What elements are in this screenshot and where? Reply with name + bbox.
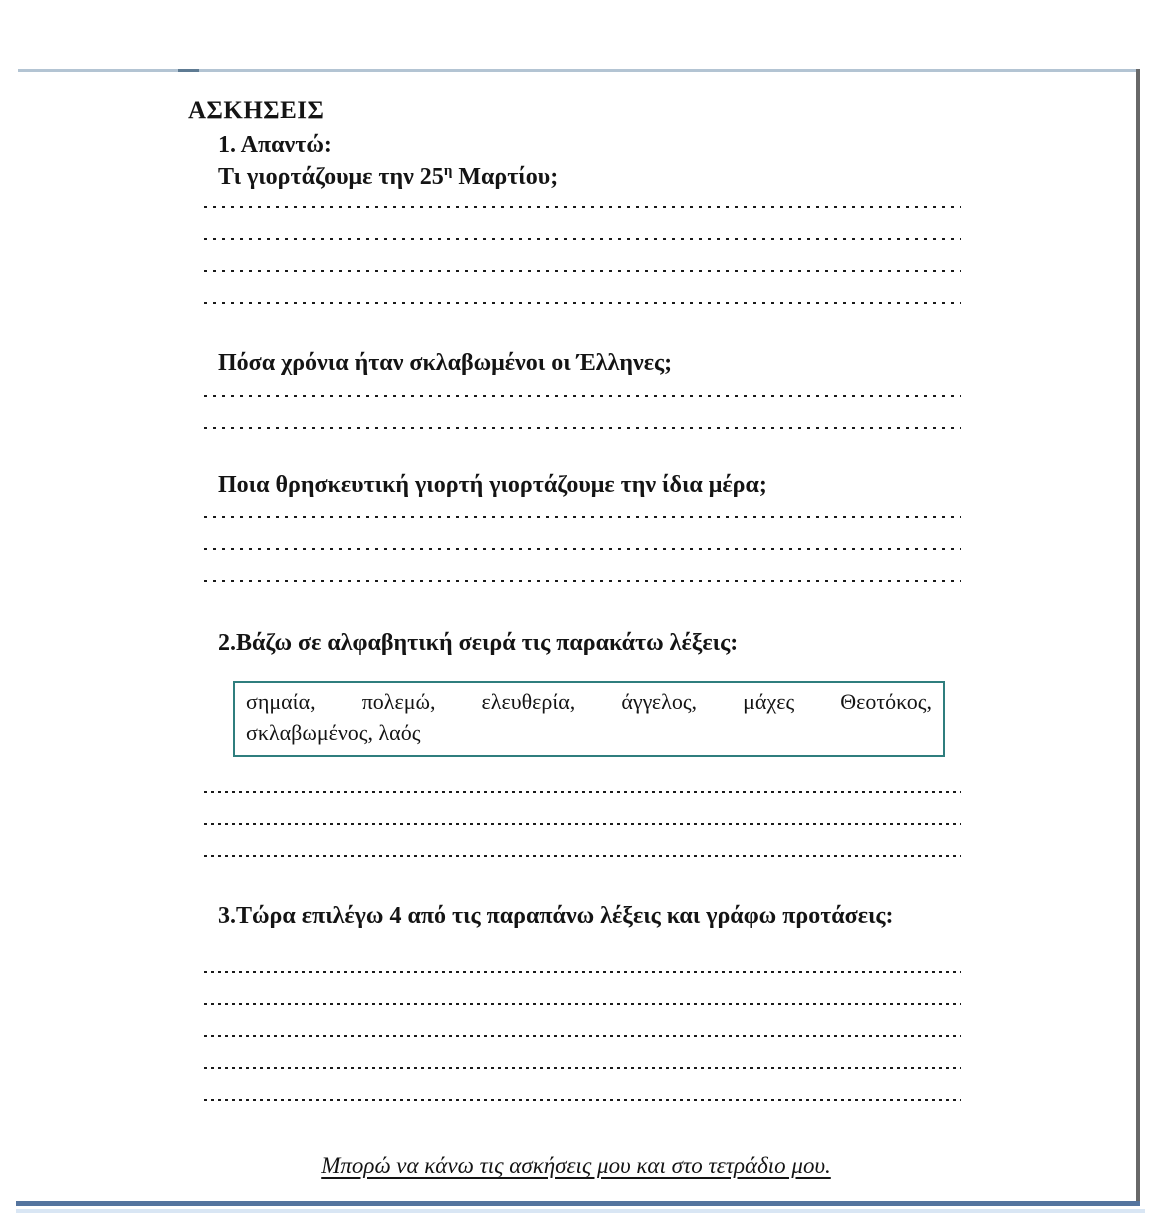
page-bottom-edge-rule (16, 1201, 1140, 1206)
answer-line (204, 395, 961, 397)
answer-lines-question-2 (204, 395, 961, 459)
footer-note: Μπορώ να κάνω τις ασκήσεις μου και στο τετράδιο μου. (321, 1153, 831, 1178)
exercise-3-heading: 3.Τώρα επιλέγω 4 από τις παραπάνω λέξεις και γράφω προτάσεις: (218, 903, 894, 929)
exercise-1-heading: 1. Απαντώ: (218, 132, 332, 158)
answer-line (204, 270, 961, 272)
exercise-1-question-3: Ποια θρησκευτική γιορτή γιορτάζουμε την ίδια μέρα; (218, 472, 767, 498)
worksheet-title: ΑΣΚΗΣΕΙΣ (188, 97, 325, 124)
answer-lines-question-3 (204, 516, 961, 612)
answer-line (204, 1003, 961, 1005)
answer-line (204, 1035, 961, 1037)
page-bottom-edge-rule-light (16, 1209, 1145, 1213)
answer-line (204, 206, 961, 208)
answer-line (204, 1099, 961, 1101)
question-1-text-before-superscript: Τι γιορτάζουμε την 25 (218, 164, 444, 190)
answer-line (204, 791, 961, 793)
answer-line (204, 580, 961, 582)
answer-lines-exercise-2 (204, 791, 961, 887)
exercise-2-heading: 2.Βάζω σε αλφαβητική σειρά τις παρακάτω λέξεις: (218, 630, 739, 656)
word-box (233, 681, 945, 757)
word-box-line-2: σκλαβωμένος, λαός (246, 720, 421, 745)
answer-line (204, 855, 961, 857)
question-1-superscript: η (443, 163, 453, 179)
answer-line (204, 548, 961, 550)
answer-line (204, 971, 961, 973)
answer-lines-exercise-3 (204, 971, 961, 1131)
answer-line (204, 823, 961, 825)
word-box-line-1: σημαία, πολεμώ, ελευθερία, άγγελος, μάχες Θεοτόκος, (246, 689, 932, 714)
page-right-edge-rule (1136, 69, 1140, 1205)
answer-line (204, 1067, 961, 1069)
question-1-text-after-superscript: Μαρτίου; (452, 164, 559, 190)
answer-line (204, 516, 961, 518)
page-top-edge-marker (178, 69, 199, 72)
answer-line (204, 302, 961, 304)
exercise-1-question-1 (218, 162, 558, 192)
page-top-edge-rule (18, 69, 1137, 72)
answer-lines-question-1 (204, 206, 961, 334)
answer-line (204, 427, 961, 429)
answer-line (204, 238, 961, 240)
exercise-1-question-2: Πόσα χρόνια ήταν σκλαβωμένοι οι Έλληνες; (218, 350, 673, 376)
